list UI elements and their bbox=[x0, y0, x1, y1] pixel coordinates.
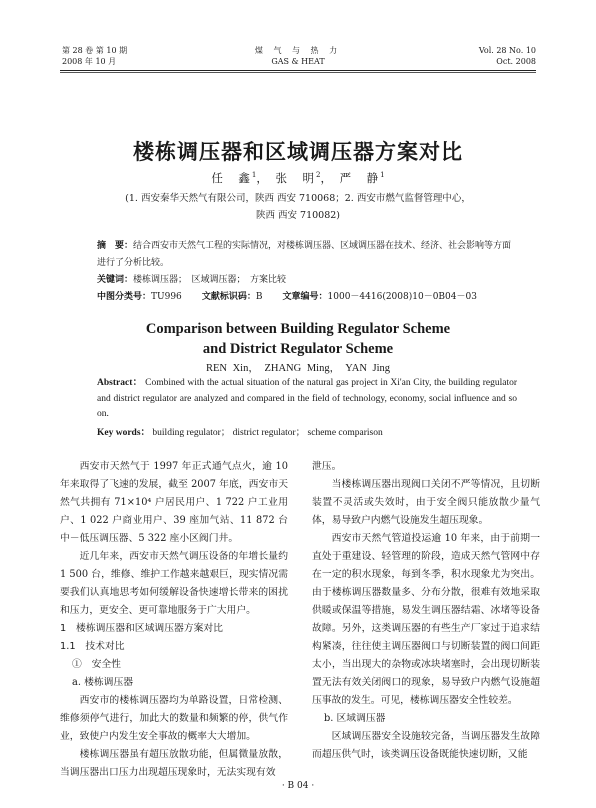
volume-issue-en: Vol. 28 No. 10 bbox=[478, 46, 536, 55]
running-header-right bbox=[479, 45, 536, 67]
author-name: 任 鑫 bbox=[211, 171, 252, 185]
abstract-en-text: Combined with the actual situation of the natural gas project in Xi'an City, the building regulator and district regulator are analyzed and compared in the field of technology, economy, social influence and so on. bbox=[97, 378, 518, 419]
body-paragraph: 当楼栋调压器出现阀口关闭不严等情况，且切断装置不灵活或失效时，由于安全阀只能放散少量气体，易导致户内燃气设施发生超压现象。 bbox=[312, 479, 540, 526]
issue-date: 2008 年 10 月 bbox=[62, 57, 117, 66]
keywords-en-label: Key words： bbox=[97, 428, 151, 438]
keywords-cn bbox=[97, 272, 517, 289]
keywords-cn-text: 楼栋调压器； 区域调压器； 方案比较 bbox=[133, 275, 287, 285]
author-affil-mark: 2 bbox=[316, 171, 321, 180]
article-title-en bbox=[0, 319, 596, 359]
item-heading: b. 区域调压器 bbox=[324, 713, 386, 724]
abstract-cn-label: 摘 要： bbox=[97, 241, 134, 251]
journal-name-cn: 煤 气 与 热 力 bbox=[254, 46, 342, 55]
abstract-cn-paragraph bbox=[97, 238, 517, 272]
clc-value: TU996 bbox=[151, 292, 182, 302]
author-separator: ， bbox=[256, 171, 270, 185]
author-name: 严 静 bbox=[339, 171, 381, 185]
author-name: 张 明 bbox=[275, 171, 317, 185]
issue-date-en: Oct. 2008 bbox=[496, 57, 536, 66]
keywords-en-text: building regulator； district regulator； scheme comparison bbox=[152, 428, 383, 438]
clc-label: 中图分类号： bbox=[97, 292, 152, 302]
body-column-left bbox=[60, 458, 288, 782]
header-rule-thin bbox=[60, 72, 536, 73]
header-rule bbox=[60, 70, 536, 71]
author-affil-mark: 1 bbox=[251, 171, 257, 180]
doc-code-label: 文献标识码： bbox=[201, 292, 256, 302]
article-no-value: 1000－4416(2008)10－0B04－03 bbox=[327, 292, 477, 302]
affiliation-line: 陕西 西安 710082) bbox=[255, 210, 340, 221]
body-paragraph: 西安市的楼栋调压器均为单路设置，日常检测、维修须停气进行，加此大的数量和频繁的停，供气作业，致使户内发生安全事故的概率大大增加。 bbox=[60, 695, 288, 742]
title-en-line: and District Regulator Scheme bbox=[202, 341, 394, 357]
journal-name-en: GAS & HEAT bbox=[271, 57, 325, 66]
body-paragraph: 楼栋调压器虽有超压放散功能，但属微量放散，当调压器出口压力出现超压现象时，无法实现有效 bbox=[60, 749, 288, 778]
subsection-heading: 1.1 技术对比 bbox=[60, 641, 125, 652]
article-title-cn: 楼栋调压器和区域调压器方案对比 bbox=[133, 140, 463, 164]
body-column-right bbox=[312, 458, 540, 764]
classification-line bbox=[97, 289, 517, 306]
body-paragraph: 区域调压器安全设施较完备，当调压器发生故障而超压供气时，该类调压设备既能快速切断，又能 bbox=[312, 731, 540, 760]
item-heading: a. 楼栋调压器 bbox=[72, 677, 134, 688]
author-list-en: REN Xin， ZHANG Ming， YAN Jing bbox=[205, 363, 391, 374]
page-number: · B 04 · bbox=[281, 781, 315, 791]
volume-issue: 第 28 卷 第 10 期 bbox=[62, 46, 128, 55]
affiliations-cn bbox=[0, 190, 596, 224]
affiliation-line: (1. 西安秦华天然气有限公司，陕西 西安 710068；2. 西安市燃气监督管理中心， bbox=[125, 193, 471, 204]
author-affil-mark: 1 bbox=[380, 171, 385, 180]
author-list-cn bbox=[0, 170, 596, 186]
body-paragraph: 泄压。 bbox=[312, 461, 342, 472]
body-paragraph: 近几年来，西安市天然气调压设备的年增长量约 1 500 台，维修、维护工作越来越艰巨，现实情况需要我们认真地思考如何缓解设备快速增长带来的困扰和压力，更安全、更可靠地服务于广大用户。 bbox=[60, 551, 288, 616]
section-heading: 1 楼栋调压器和区域调压器方案对比 bbox=[60, 623, 223, 634]
title-en-line: Comparison between Building Regulator Scheme bbox=[145, 321, 451, 337]
body-paragraph: 西安市天然气于 1997 年正式通气点火，逾 10 年来取得了飞速的发展，截至 2007 年底，西安市天然气共拥有 71×10⁴ 户居民用户、1 722 户工业用户、1 022 户商业用户、39 座加气站、11 872 台中－低压调压器、5 322 座小区阀门井。 bbox=[60, 461, 288, 544]
keywords-cn-label: 关键词： bbox=[97, 275, 134, 285]
abstract-en-label: Abstract： bbox=[97, 378, 143, 388]
author-separator: ， bbox=[320, 171, 334, 185]
abstract-en bbox=[97, 376, 517, 423]
article-no-label: 文章编号： bbox=[282, 292, 328, 302]
doc-code-value: B bbox=[255, 292, 263, 302]
abstract-cn bbox=[97, 238, 517, 306]
body-paragraph: 西安市天然气管道投运逾 10 年来，由于前期一直处于重建设、轻管理的阶段，造成天然气管网中存在一定的积水现象，每到冬季，积水现象尤为突出。由于楼栋调压器数量多、分布分散，很难有效地采取供暖或保温等措施，易发生调压器结霜、冰堵等设备故障。另外，这类调压器的有些生产厂家过于追求结构紧凑，往往使主调压器阀口与切断装置的阀口间距太小，当出现大的杂物或冰块堵塞时，会出现切断装置无法有效关闭阀口的现象，易导致户内燃气设施超压事故的发生。可见，楼栋调压器安全性较差。 bbox=[312, 533, 540, 706]
abstract-cn-text: 结合西安市天然气工程的实际情况，对楼栋调压器、区域调压器在技术、经济、社会影响等方面进行了分析比较。 bbox=[97, 241, 512, 268]
keywords-en bbox=[97, 424, 383, 438]
subsubsection-heading: ① 安全性 bbox=[72, 659, 121, 670]
